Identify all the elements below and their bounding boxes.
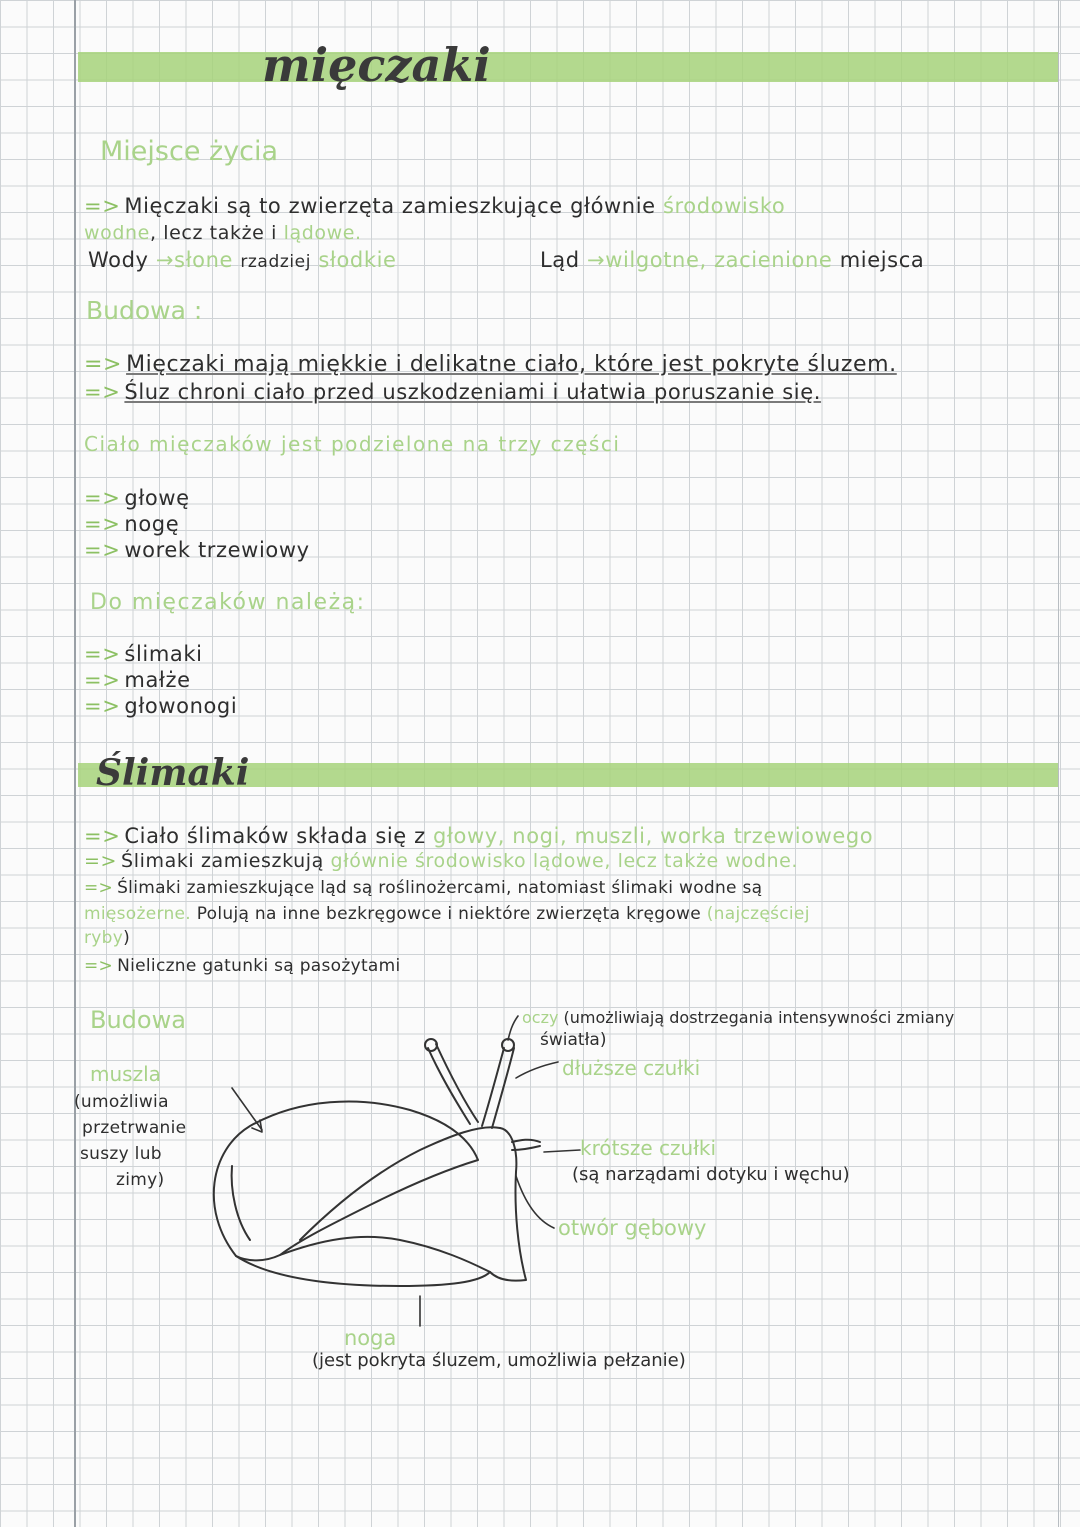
short-tentacles-label: krótsze czułki (580, 1136, 717, 1160)
pointer-long-tentacles (516, 1062, 558, 1078)
snail-shell-inner (232, 1166, 250, 1240)
short-tentacle (512, 1140, 540, 1142)
arrow-icon: => (84, 642, 121, 666)
group-item: => ślimaki (84, 642, 203, 666)
mouth-label: otwór gębowy (558, 1216, 707, 1240)
arrow-icon: => (84, 878, 114, 898)
arrow-icon: => (84, 668, 121, 692)
snails-line-3: => Ślimaki zamieszkujące ląd są roślinożercami, natomiast ślimaki wodne są (84, 878, 763, 898)
long-tentacles-label: dłuższe czułki (562, 1056, 701, 1080)
short-tentacle-b (512, 1146, 540, 1150)
arrow-icon: => (84, 694, 121, 718)
short-tentacles-desc: (są narządami dotyku i węchu) (572, 1164, 850, 1185)
snails-line-6: => Nieliczne gatunki są pasożytami (84, 956, 401, 976)
arrow-icon: => (84, 850, 118, 872)
pointer-mouth (516, 1176, 554, 1228)
diagram-heading: Budowa (90, 1006, 186, 1034)
arrow-icon: => (84, 824, 121, 848)
snail-shell (214, 1102, 478, 1261)
tentacle-right (482, 1048, 504, 1126)
pointer-shell (232, 1088, 262, 1130)
arrow-icon: => (84, 512, 121, 536)
build-line-1: => Mięczaki mają miękkie i delikatne ciało, które jest pokryte śluzem. (84, 352, 897, 377)
parts-item: => głowę (84, 486, 190, 510)
tentacle-left (428, 1048, 470, 1124)
shell-desc: suszy lub (80, 1144, 162, 1164)
snail-neck (300, 1127, 500, 1240)
shell-desc: zimy) (116, 1170, 165, 1190)
arrow-icon: => (84, 352, 123, 377)
shell-label: muszla (90, 1062, 161, 1086)
parts-item: => worek trzewiowy (84, 538, 310, 562)
arrow-icon: => (84, 538, 121, 562)
foot-label: noga (344, 1326, 397, 1350)
pointer-eyes (508, 1016, 518, 1040)
section-heading-build: Budowa : (86, 296, 203, 325)
snail-head (490, 1128, 526, 1281)
tentacle-left-eye (425, 1039, 437, 1051)
shell-desc: (umożliwia (74, 1092, 169, 1112)
habitat-line-2: wodne, lecz także i lądowe. (84, 222, 362, 244)
snails-line-5: ryby) (84, 928, 131, 948)
group-item: => małże (84, 668, 191, 692)
snail-body (280, 1237, 490, 1272)
page-title: mięczaki (262, 38, 491, 92)
snails-line-2: => Ślimaki zamieszkują głównie środowisko lądowe, lecz także wodne. (84, 850, 799, 872)
arrow-icon: => (84, 194, 121, 218)
tentacle-right-eye (502, 1039, 514, 1051)
snails-line-1: => Ciało ślimaków składa się z głowy, nogi, muszli, worka trzewiowego (84, 824, 874, 848)
eyes-label-row: oczy (umożliwiają dostrzegania intensywności zmiany (522, 1008, 955, 1027)
arrow-icon: => (84, 380, 121, 404)
pointer-short-tentacles (544, 1150, 580, 1152)
snails-heading: Ślimaki (96, 752, 250, 794)
tentacle-left-b (436, 1044, 478, 1122)
habitat-line-3: Wody →słone rzadziej słodkie (88, 248, 397, 272)
parts-heading: Ciało mięczaków jest podzielone na trzy części (84, 432, 621, 456)
arrow-icon: => (84, 956, 114, 976)
habitat-land-line: Ląd →wilgotne, zacienione miejsca (540, 248, 925, 272)
groups-heading: Do mięczaków należą: (90, 590, 366, 615)
habitat-line-1: => Mięczaki są to zwierzęta zamieszkujące głównie środowisko (84, 194, 786, 218)
eyes-desc-2: światła) (540, 1030, 607, 1050)
group-item: => głowonogi (84, 694, 238, 718)
foot-desc: (jest pokryta śluzem, umożliwia pełzanie) (312, 1350, 686, 1371)
snail-foot (236, 1256, 490, 1286)
parts-item: => nogę (84, 512, 180, 536)
snails-line-4: mięsożerne. Polują na inne bezkręgowce i niektóre zwierzęta kręgowe (najczęściej (84, 904, 810, 924)
shell-desc: przetrwanie (82, 1118, 187, 1138)
section-heading-habitat: Miejsce życia (100, 136, 279, 167)
tentacle-right-b (492, 1048, 514, 1128)
build-line-2: => Śluz chroni ciało przed uszkodzeniami i ułatwia poruszanie się. (84, 380, 822, 404)
arrow-icon: => (84, 486, 121, 510)
